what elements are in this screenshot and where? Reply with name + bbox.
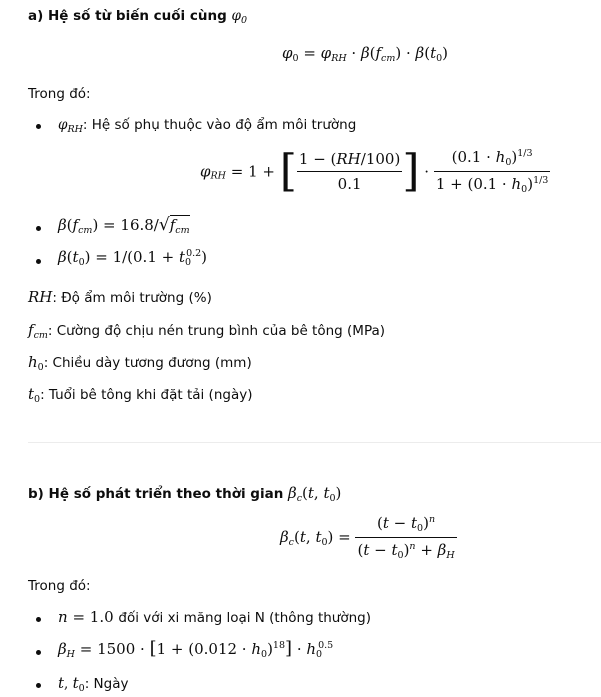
bullet-dot — [36, 617, 41, 622]
equation-beta-fcm: $\beta(f_{cm}) = 16.8/√f_{cm}$ — [58, 215, 190, 236]
def-h0: $h_0$: Chiều dày tương đương (mm) — [28, 353, 252, 373]
equation-beta-h: $\beta_H = 1500 \cdot [1 + (0.012 \cdot h_0)^{18}] \cdot h_0^{0.5}$ — [58, 638, 334, 660]
equation-phi0: $\varphi_0 = \varphi_{RH} \cdot \beta(f_{cm}) \cdot \beta(t_0)$ — [282, 44, 448, 64]
bullet-t: t, $t_0$: Ngày — [58, 674, 129, 694]
bullet-dot — [36, 226, 41, 231]
section-b-where: Trong đó: — [28, 578, 91, 594]
bullet-dot — [36, 683, 41, 688]
def-rh: RH: Độ ẩm môi trường (%) — [28, 288, 212, 306]
section-a-where: Trong đó: — [28, 86, 91, 102]
equation-beta-c: $\beta_c(t$, $t_0$) = $\frac{(t - t_0)^n}{(t - t_0)^n + \beta_H}$ — [280, 514, 455, 561]
equation-phi-rh: $\varphi_{RH} = 1$ + [ $\frac{1 - (RH/100)}{0.1}$ ] · $\frac{(0.1 \cdot h_0)^{1/3}}{1 + (0.1 \cdot h_0)^{1/3}}$ — [200, 145, 549, 197]
bullet-dot — [36, 124, 41, 129]
bullet-n: n = 1.0 đối với xi măng loại N (thông thường) — [58, 608, 372, 626]
bullet-dot — [36, 259, 41, 264]
bullet-dot — [36, 650, 41, 655]
section-b-heading: b) Hệ số phát triển theo thời gian $\beta_c(t$, $t_0$) — [28, 484, 342, 504]
equation-beta-t0: $\beta(t_0) = 1/(0.1 + t_0^{0.2})$ — [58, 248, 208, 268]
bullet-phi-rh: $\varphi_{RH}$: Hệ số phụ thuộc vào độ ẩm môi trường — [58, 117, 357, 135]
def-t0: $t_0$: Tuổi bê tông khi đặt tải (ngày) — [28, 385, 253, 405]
def-fcm: $f_{cm}$: Cường độ chịu nén trung bình của bê tông (MPa) — [28, 321, 386, 341]
section-divider — [28, 442, 601, 443]
section-a-heading: a) Hệ số từ biến cuối cùng $\varphi_0$ — [28, 8, 247, 26]
phi-symbol: $\varphi_0$ — [231, 8, 247, 26]
